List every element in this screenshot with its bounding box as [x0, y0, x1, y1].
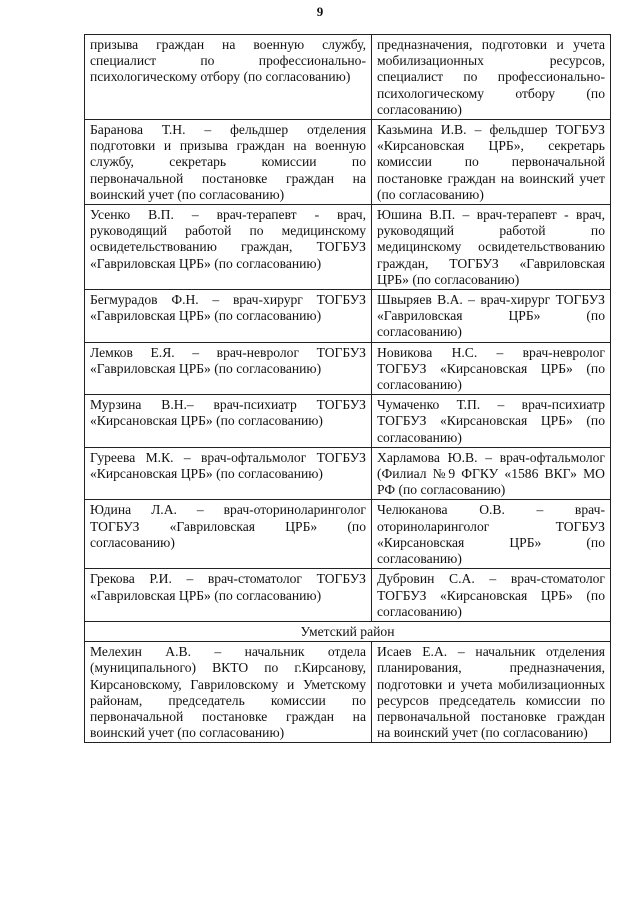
- reserve-member-cell: Исаев Е.А. – начальник отделения планирования, предназначения, подготовки и учета мобилизационных ресурсов председатель комиссии по первоначальной постановке граждан на воинский учет (по согласованию): [372, 642, 611, 743]
- reserve-member-cell: Харламова Ю.В. – врач-офтальмолог (Филиал №9 ФГКУ «1586 ВКГ» МО РФ (по согласованию): [372, 447, 611, 500]
- reserve-member-cell: Швыряев В.А. – врач-хирург ТОГБУЗ «Гавриловская ЦРБ» (по согласованию): [372, 290, 611, 343]
- main-member-cell: Баранова Т.Н. – фельдшер отделения подготовки и призыва граждан на военную службу, секретарь комиссии по первоначальной постановке граждан на воинский учет (по согласованию): [85, 120, 372, 205]
- commission-table: [84, 34, 611, 743]
- reserve-member-cell: Чумаченко Т.П. – врач-психиатр ТОГБУЗ «Кирсановская ЦРБ» (по согласованию): [372, 395, 611, 448]
- main-member-cell: Гуреева М.К. – врач-офтальмолог ТОГБУЗ «Кирсановская ЦРБ» (по согласованию): [85, 447, 372, 500]
- main-member-cell: Усенко В.П. – врач-терапевт - врач, руководящий работой по медицинскому освидетельствованию граждан, ТОГБУЗ «Гавриловская ЦРБ» (по согласованию): [85, 205, 372, 290]
- main-member-cell: Мелехин А.В. – начальник отдела (муниципального) ВКТО по г.Кирсанову, Кирсановскому, Гавриловскому и Уметскому районам, председатель комиссии по первоначальной постановке граждан на воинский учет (по согласованию): [85, 642, 372, 743]
- reserve-member-cell: Дубровин С.А. – врач-стоматолог ТОГБУЗ «Кирсановская ЦРБ» (по согласованию): [372, 569, 611, 622]
- table-row: [85, 500, 611, 569]
- page-number: 9: [316, 4, 324, 19]
- reserve-member-cell: Новикова Н.С. – врач-невролог ТОГБУЗ «Кирсановская ЦРБ» (по согласованию): [372, 342, 611, 395]
- main-member-cell: Бегмурадов Ф.Н. – врач-хирург ТОГБУЗ «Гавриловская ЦРБ» (по согласованию): [85, 290, 372, 343]
- section-title: Уметский район: [85, 621, 611, 641]
- main-member-cell: Лемков Е.Я. – врач-невролог ТОГБУЗ «Гавриловская ЦРБ» (по согласованию): [85, 342, 372, 395]
- section-row: [85, 621, 611, 641]
- table-row: [85, 342, 611, 395]
- table-row: [85, 447, 611, 500]
- main-member-cell: Юдина Л.А. – врач-оториноларинголог ТОГБУЗ «Гавриловская ЦРБ» (по согласованию): [85, 500, 372, 569]
- table-row: [85, 569, 611, 622]
- table-row: [85, 35, 611, 120]
- table-row: [85, 205, 611, 290]
- table-row: [85, 290, 611, 343]
- reserve-member-cell: Казьмина И.В. – фельдшер ТОГБУЗ «Кирсановская ЦРБ», секретарь комиссии по первоначальной постановке граждан на воинский учет (по согласованию): [372, 120, 611, 205]
- table-row: [85, 642, 611, 743]
- main-member-cell: Мурзина В.Н.– врач-психиатр ТОГБУЗ «Кирсановская ЦРБ» (по согласованию): [85, 395, 372, 448]
- main-member-cell: Грекова Р.И. – врач-стоматолог ТОГБУЗ «Гавриловская ЦРБ» (по согласованию): [85, 569, 372, 622]
- table-row: [85, 120, 611, 205]
- main-member-cell: призыва граждан на военную службу, специалист по профессионально-психологическому отбору (по согласованию): [85, 35, 372, 120]
- table-row: [85, 395, 611, 448]
- reserve-member-cell: предназначения, подготовки и учета мобилизационных ресурсов, специалист по профессионально-психологическому отбору (по согласованию): [372, 35, 611, 120]
- reserve-member-cell: Челюканова О.В. – врач-оториноларинголог ТОГБУЗ «Кирсановская ЦРБ» (по согласованию): [372, 500, 611, 569]
- reserve-member-cell: Юшина В.П. – врач-терапевт - врач, руководящий работой по медицинскому освидетельствованию граждан, ТОГБУЗ «Гавриловская ЦРБ» (по согласованию): [372, 205, 611, 290]
